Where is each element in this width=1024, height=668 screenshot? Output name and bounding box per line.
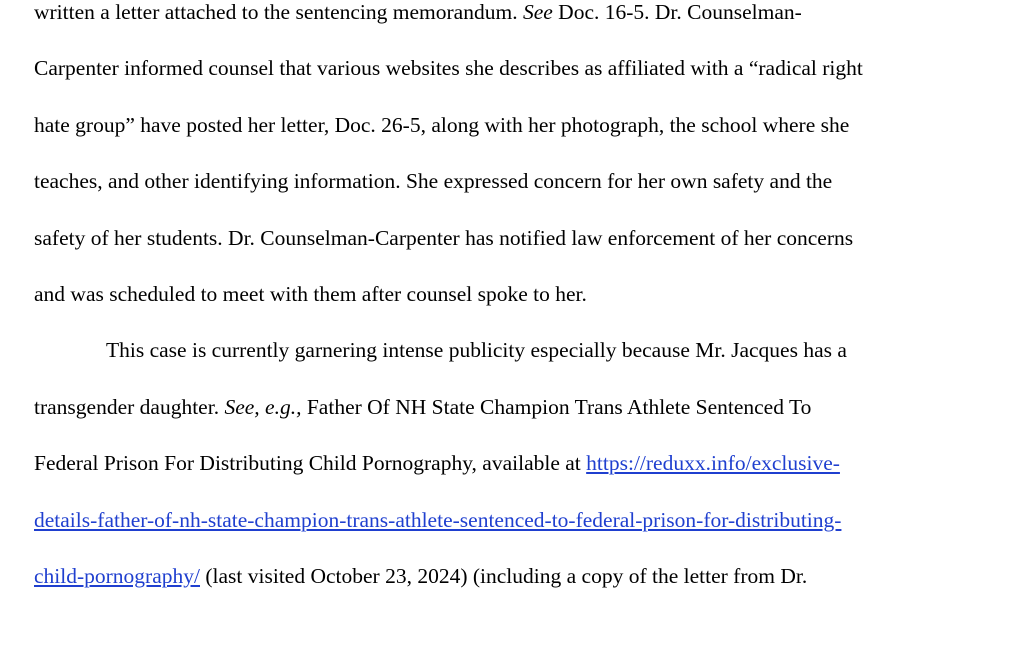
text-line-3 <box>34 111 849 139</box>
text-run: (last visited October 23, 2024) (including a copy of the letter from Dr. <box>200 564 808 588</box>
text-run: hate group” have posted her letter, Doc. 26-5, along with her photograph, the school where she <box>34 113 850 137</box>
url-link-part-2[interactable]: details-father-of-nh-state-champion-trans-athlete-sentenced-to-federal-prison-for-distributing- <box>34 508 842 532</box>
text-run: written a letter attached to the sentencing memorandum. <box>34 0 523 24</box>
text-run: teaches, and other identifying information. She expressed concern for her own safety and the <box>34 169 833 193</box>
text-line-10 <box>34 506 841 534</box>
text-run: and was scheduled to meet with them after counsel spoke to her. <box>34 282 587 306</box>
text-line-5 <box>34 224 853 252</box>
text-run: transgender daughter. <box>34 395 225 419</box>
text-run: Carpenter informed counsel that various websites she describes as affiliated with a “radical right <box>34 56 863 80</box>
text-run: Father Of NH State Champion Trans Athlete Sentenced To <box>301 395 812 419</box>
italic-signal: See <box>522 0 553 24</box>
text-line-2 <box>34 54 863 82</box>
text-line-8 <box>34 393 811 421</box>
text-run: safety of her students. Dr. Counselman-Carpenter has notified law enforcement of her concerns <box>34 226 854 250</box>
italic-signal: See, e.g., <box>224 395 302 419</box>
text-run: Doc. 16-5. Dr. Counselman- <box>552 0 802 24</box>
text-run: Federal Prison For Distributing Child Pornography, available at <box>34 451 587 475</box>
url-link-part-3[interactable]: child-pornography/ <box>34 564 200 588</box>
text-line-11 <box>34 562 807 590</box>
text-line-7 <box>106 336 847 364</box>
text-run: This case is currently garnering intense publicity especially because Mr. Jacques has a <box>106 338 847 362</box>
text-line-6 <box>34 280 587 308</box>
url-link-part-1[interactable]: https://reduxx.info/exclusive- <box>586 451 840 475</box>
text-line-1 <box>34 0 802 26</box>
text-line-9 <box>34 449 840 477</box>
text-line-4 <box>34 167 832 195</box>
